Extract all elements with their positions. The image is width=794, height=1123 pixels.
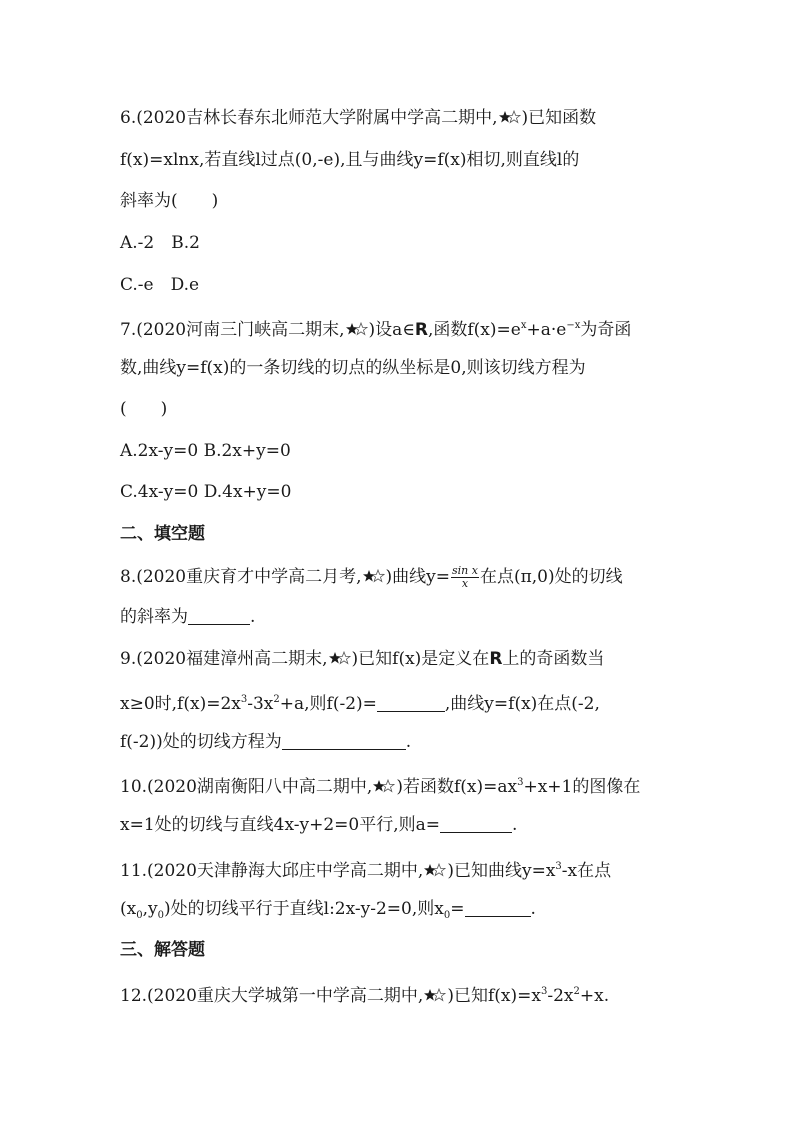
q7-text: )设a∈ — [368, 320, 415, 340]
q10-line-2 — [120, 815, 517, 835]
q11-text: )已知曲线y=x — [447, 861, 556, 881]
real-set-symbol: R — [414, 320, 428, 340]
answer-blank[interactable] — [440, 816, 512, 833]
q12-text: -2x — [547, 986, 574, 1006]
q11-text: (x — [120, 899, 137, 919]
q11-text: . — [530, 899, 536, 919]
q8-text: 的斜率为 — [120, 607, 188, 627]
q10-line-1 — [120, 773, 640, 797]
difficulty-stars-icon — [329, 651, 351, 665]
difficulty-stars-icon — [346, 322, 368, 336]
section-heading-fill-in: 二、填空题 — [120, 524, 205, 544]
q9-text: -3x — [247, 694, 274, 714]
q6-options-ab: A.-2 B.2 — [120, 233, 200, 253]
subscript: 0 — [157, 910, 164, 921]
q7-line-3: ( ) — [120, 399, 168, 419]
q9-line-3 — [120, 732, 411, 752]
q7-text: +a·e — [526, 320, 567, 340]
q9-text: f(-2))处的切线方程为 — [120, 732, 282, 752]
exponent: 3 — [240, 694, 248, 705]
exponent: x — [520, 320, 527, 331]
q10-source: 10.(2020湖南衡阳八中高二期中, — [120, 777, 373, 797]
difficulty-stars-icon — [373, 779, 395, 793]
q8-line-1 — [120, 565, 623, 590]
q8-source: 8.(2020重庆育才中学高二月考, — [120, 567, 362, 587]
section-heading-solutions: 三、解答题 — [120, 940, 205, 960]
q11-line-1 — [120, 857, 611, 881]
q12-source: 12.(2020重庆大学城第一中学高二期中, — [120, 986, 424, 1006]
q6-line-2: f(x)=xlnx,若直线l过点(0,-e),且与曲线y=f(x)相切,则直线l的 — [120, 150, 580, 170]
q6-line-1 — [120, 108, 596, 128]
subscript: 0 — [443, 910, 451, 921]
exponent: 3 — [540, 986, 548, 997]
q9-text: +a,则f(-2)= — [279, 694, 377, 714]
q10-text: . — [512, 815, 518, 835]
q11-text: ,y — [142, 899, 158, 919]
answer-blank[interactable] — [465, 900, 531, 917]
q11-text: )处的切线平行于直线l:2x-y-2=0,则x — [164, 899, 444, 919]
q9-line-1 — [120, 649, 604, 669]
q9-text: x≥0时,f(x)=2x — [120, 694, 241, 714]
q9-line-2 — [120, 690, 600, 714]
answer-blank[interactable] — [282, 733, 406, 750]
q6-line-3: 斜率为( ) — [120, 191, 219, 211]
fraction-denominator: x — [461, 577, 469, 590]
answer-blank[interactable] — [188, 608, 250, 625]
q12-text: )已知f(x)=x — [447, 986, 541, 1006]
q7-options-cd: C.4x-y=0 D.4x+y=0 — [120, 482, 292, 502]
real-set-symbol: R — [489, 649, 503, 669]
q6-options-cd: C.-e D.e — [120, 275, 200, 295]
subscript: 0 — [136, 910, 143, 921]
q12-line-1 — [120, 982, 609, 1006]
q9-source: 9.(2020福建漳州高二期末, — [120, 649, 328, 669]
fraction-numerator: sin x — [452, 564, 478, 577]
q11-line-2 — [120, 899, 536, 926]
q7-text: 为奇函 — [580, 320, 632, 340]
q7-line-2: 数,曲线y=f(x)的一条切线的切点的纵坐标是0,则该切线方程为 — [120, 358, 586, 378]
q7-text: ,函数f(x)=e — [427, 320, 521, 340]
q7-line-1 — [120, 316, 631, 340]
q8-text: . — [250, 607, 256, 627]
q11-text: = — [450, 899, 465, 919]
q6-source: 6.(2020吉林长春东北师范大学附属中学高二期中, — [120, 108, 498, 128]
q9-text: ,曲线y=f(x)在点(-2, — [444, 694, 600, 714]
q7-options-ab: A.2x-y=0 B.2x+y=0 — [120, 441, 291, 461]
fraction — [451, 565, 479, 590]
q11-text: -x在点 — [561, 861, 612, 881]
q9-text: 上的奇函数当 — [502, 649, 605, 669]
exponent: 2 — [273, 694, 280, 705]
q7-source: 7.(2020河南三门峡高二期末, — [120, 320, 345, 340]
q8-line-2 — [120, 607, 255, 627]
q11-source: 11.(2020天津静海大邱庄中学高二期中, — [120, 861, 424, 881]
exponent: 3 — [517, 777, 524, 788]
q10-text: )若函数f(x)=ax — [396, 777, 518, 797]
difficulty-stars-icon — [424, 863, 446, 877]
q9-text: )已知f(x)是定义在 — [351, 649, 490, 669]
difficulty-stars-icon — [499, 110, 521, 124]
answer-blank[interactable] — [377, 695, 445, 712]
exponent: 2 — [573, 986, 580, 997]
q8-text: 在点(π,0)处的切线 — [479, 567, 623, 587]
q10-text: +x+1的图像在 — [523, 777, 641, 797]
exponent: −x — [566, 320, 581, 331]
exponent: 3 — [555, 861, 562, 872]
q8-text: )曲线y= — [385, 567, 451, 587]
q9-text: . — [405, 732, 412, 752]
difficulty-stars-icon — [424, 988, 446, 1002]
q6-stem-start: )已知函数 — [521, 108, 597, 128]
difficulty-stars-icon — [363, 569, 385, 583]
q10-text: x=1处的切线与直线4x-y+2=0平行,则a= — [120, 815, 441, 835]
q12-text: +x. — [579, 986, 610, 1006]
